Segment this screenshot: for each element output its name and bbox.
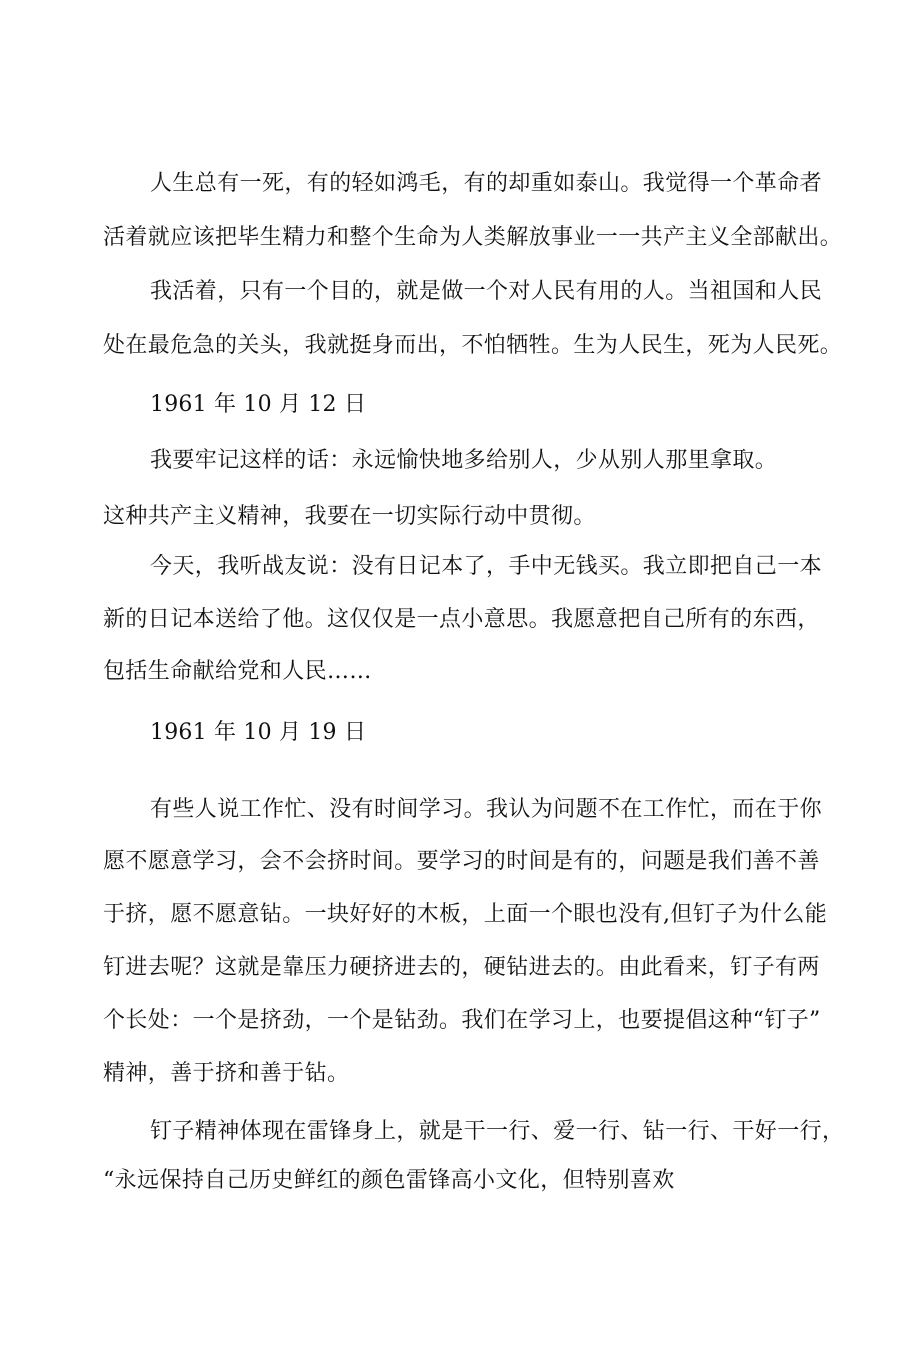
para2-line1: 我活着，只有一个目的，就是做一个对人民有用的人。当祖国和人民 (150, 279, 823, 304)
para5-line5: 个长处：一个是挤劲，一个是钻劲。我们在学习上，也要提倡这种“钉子” (103, 1008, 821, 1033)
para1-line1: 人生总有一死，有的轻如鸿毛，有的却重如泰山。我觉得一个革命者 (150, 171, 823, 196)
date-1961-10-19: 1961 年 10 月 19 日 (150, 720, 367, 745)
date-1961-10-12: 1961 年 10 月 12 日 (150, 392, 367, 417)
para3-line2: 这种共产主义精神，我要在一切实际行动中贯彻。 (103, 504, 596, 529)
para4-line3: 包括生命献给党和人民…… (103, 659, 372, 684)
para6-line2: “永远保持自己历史鲜红的颜色雷锋高小文化，但特别喜欢 (103, 1168, 675, 1193)
para2-line2: 处在最危急的关头，我就挺身而出，不怕牺牲。生为人民生，死为人民死。 (103, 333, 843, 358)
para5-line4: 钉进去呢？这就是靠压力硬挤进去的，硬钻进去的。由此看来，钉子有两 (103, 955, 820, 980)
para3-line1: 我要牢记这样的话：永远愉快地多给别人，少从别人那里拿取。 (150, 448, 778, 473)
para5-line2: 愿不愿意学习，会不会挤时间。要学习的时间是有的，问题是我们善不善 (103, 849, 820, 874)
para1-line2: 活着就应该把毕生精力和整个生命为人类解放事业一一共产主义全部献出。 (103, 225, 843, 250)
para4-line2: 新的日记本送给了他。这仅仅是一点小意思。我愿意把自己所有的东西， (103, 607, 820, 632)
para5-line1: 有些人说工作忙、没有时间学习。我认为问题不在工作忙，而在于你 (150, 797, 823, 822)
para6-line1: 钉子精神体现在雷锋身上，就是干一行、爱一行、钻一行、干好一行， (150, 1119, 845, 1144)
para5-line3: 于挤，愿不愿意钻。一块好好的木板，上面一个眼也没有,但钉子为什么能 (103, 902, 828, 927)
para4-line1: 今天，我听战友说：没有日记本了，手中无钱买。我立即把自己一本 (150, 554, 823, 579)
para5-line6: 精神，善于挤和善于钻。 (103, 1061, 350, 1086)
